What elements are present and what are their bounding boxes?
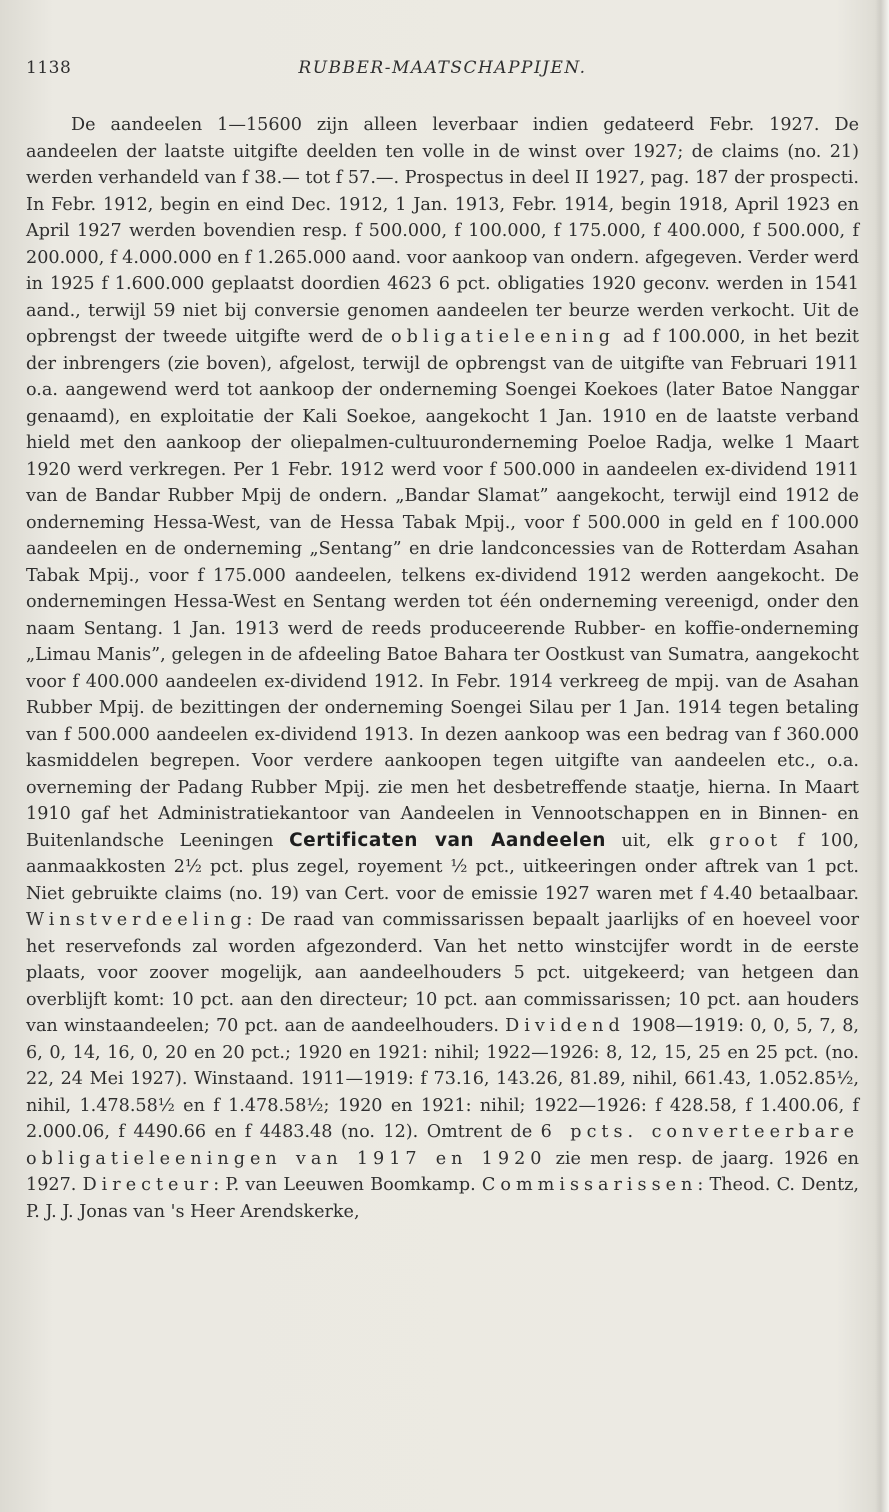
spaced-term: Winstverdeeling [26,910,247,930]
page-edge-shadow [875,0,889,1512]
text-run: : Theod. C. Dentz, P. J. J. Jonas van 's Heer Arendskerke, [26,1175,860,1222]
page-number: 1138 [26,58,72,78]
spaced-term: Dividend [505,1016,625,1036]
spaced-term: 6 pcts. converteerbare obligatieleeningen van 1917 en 1920 [26,1122,859,1169]
spaced-term: Directeur [82,1175,214,1195]
spaced-term: obligatieleening [391,327,616,347]
spaced-term: Commissarissen [481,1175,698,1195]
text-run: uit, elk [605,830,710,851]
text-run: 1908—1919: 0, 0, 5, 7, 8, 6, 0, 14, 16, 0, 20 en 20 pct.; 1920 en 1921: nihil; 1922—1926: 8, 12, 15, 25 en 25 pct. (no. 22, 24 Mei 1927). Winstaand. 1911—1919: f 73.16, 143.26, 81.89, nihil, 661.43, 1.052.85½, nihil, 1.478.58½ en f 1.478.58½; 1920 en 1921: nihil; 1922—1926: f 428.58, f 1.400.06, f 2.000.06, f 4490.66 en f 4483.48 (no. 12). Omtrent de [26,1016,859,1142]
body-paragraph [26,112,859,1225]
bold-term: Certificaten van Aandeelen [289,829,606,851]
text-run: ad f 100.000, in het bezit der inbrengers (zie boven), afgelost, terwijl de opbrengst van de uitgifte van Februari 1911 o.a. aangewend werd tot aankoop der onderneming Soengei Koekoes (later Batoe Nanggar genaamd), en exploitatie der Kali Soekoe, aangekocht 1 Jan. 1910 en de laatste verband hield met den aankoop der oliepalmen-cultuuronderneming Poeloe Radja, welke 1 Maart 1920 werd verkregen. Per 1 Febr. 1912 werd voor f 500.000 in aandeelen ex-dividend 1911 van de Bandar Rubber Mpij de ondern. „Bandar Slamat” aangekocht, terwijl eind 1912 de onderneming Hessa-West, van de Hessa Tabak Mpij., voor f 500.000 in geld en f 100.000 aandeelen en de onderneming „Sentang” en drie landconcessies van de Rotterdam Asahan Tabak Mpij., voor f 175.000 aandeelen, telkens ex-dividend 1912 werden aangekocht. De ondernemingen Hessa-West en Sentang werden tot één onderneming vereenigd, onder den naam Sentang. 1 Jan. 1913 werd de reeds produceerende Rubber- en koffie-onderneming „Limau Manis”, gelegen in de afdeeling Batoe Bahara ter Oostkust van Sumatra, aangekocht voor f 400.000 aandeelen ex-dividend 1912. In Febr. 1914 verkreeg de mpij. van de Asahan Rubber Mpij. de bezittingen der onderneming Soengei Silau per 1 Jan. 1914 tegen betaling van f 500.000 aandeelen ex-dividend 1913. In dezen aankoop was een bedrag van f 360.000 kasmiddelen begrepen. Voor verdere aankoopen tegen uitgifte van aandeelen etc., o.a. overneming der Padang Rubber Mpij. zie men het desbetreffende staatje, hierna. In Maart 1910 gaf het Administratiekantoor van Aandeelen in Vennootschappen en in Binnen- en Buitenlandsche Leeningen [26,327,859,851]
text-run: De aandeelen 1—15600 zijn alleen leverbaar indien gedateerd Febr. 1927. De aandeelen der laatste uitgifte deelden ten volle in de winst over 1927; de claims (no. 21) werden verhandeld van f 38.— tot f 57.—. Prospectus in deel II 1927, pag. 187 der prospecti. In Febr. 1912, begin en eind Dec. 1912, 1 Jan. 1913, Febr. 1914, begin 1918, April 1923 en April 1927 werden bovendien resp. f 500.000, f 100.000, f 175.000, f 400.000, f 500.000, f 200.000, f 4.000.000 en f 1.265.000 aand. voor aankoop van ondern. afgegeven. Verder werd in 1925 f 1.600.000 geplaatst doordien 4623 6 pct. obligaties 1920 geconv. werden in 1541 aand., terwijl 59 niet bij conversie genomen aandeelen ter beurze werden verkocht. Uit de opbrengst der tweede uitgifte werd de [26,115,859,347]
text-run: : De raad van commissarissen bepaalt jaarlijks of en hoeveel voor het reservefonds zal worden afgezonderd. Van het netto winstcijfer wordt in de eerste plaats, voor zoover mogelijk, aan aandeelhouders 5 pct. uitgekeerd; van hetgeen dan overblijft komt: 10 pct. aan den directeur; 10 pct. aan commissarissen; 10 pct. aan houders van winstaandeelen; 70 pct. aan de aandeelhouders. [26,910,859,1036]
text-run: zie men resp. de jaarg. 1926 en 1927. [26,1148,860,1195]
spaced-term: groot [709,830,783,851]
page-header [26,58,859,88]
text-run: f 100, aanmaakkosten 2½ pct. plus zegel, royement ½ pct., uitkeeringen onder aftrek van 1 pct. Niet gebruikte claims (no. 19) van Cert. voor de emissie 1927 waren met f 4.40 betaalbaar. [26,830,859,904]
text-run: : P. van Leeuwen Boomkamp. [213,1175,482,1195]
running-title: RUBBER-MAATSCHAPPIJEN. [298,58,587,78]
